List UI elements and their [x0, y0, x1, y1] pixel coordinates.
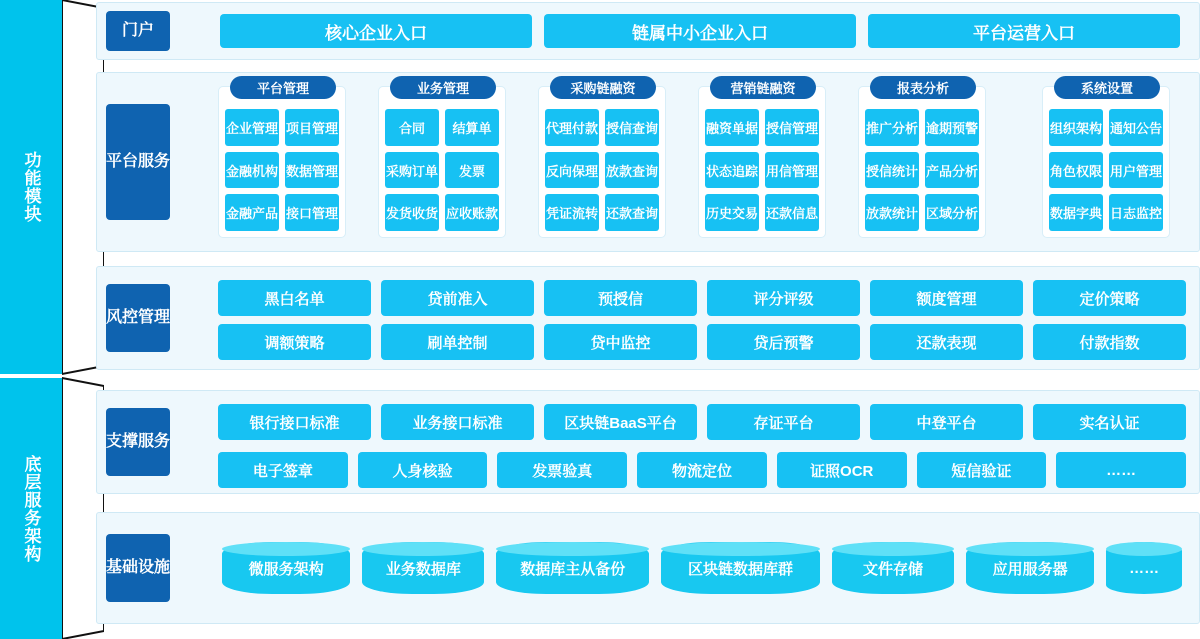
group-5-item-0[interactable]: 组织架构 — [1049, 109, 1103, 146]
infra-item-3[interactable]: 区块链数据库群 — [661, 542, 820, 594]
support-item-2[interactable]: 区块链BaaS平台 — [544, 404, 697, 440]
rail-section-infrastructure — [0, 378, 62, 639]
group-5-item-5[interactable]: 日志监控 — [1109, 194, 1163, 231]
group-5-item-1[interactable]: 通知公告 — [1109, 109, 1163, 146]
risk-item-7[interactable]: 刷单控制 — [381, 324, 534, 360]
infra-item-4[interactable]: 文件存储 — [832, 542, 954, 594]
risk-item-6[interactable]: 调额策略 — [218, 324, 371, 360]
group-card-2 — [538, 81, 666, 238]
group-3-item-4[interactable]: 历史交易 — [705, 194, 759, 231]
group-2-item-2[interactable]: 反向保理 — [545, 152, 599, 189]
portal-item-1[interactable]: 链属中小企业入口 — [544, 14, 856, 48]
portal-item-2[interactable]: 平台运营入口 — [868, 14, 1180, 48]
risk-item-1[interactable]: 贷前准入 — [381, 280, 534, 316]
support-item-1[interactable]: 业务接口标准 — [381, 404, 534, 440]
group-card-0 — [218, 81, 346, 238]
group-1-item-2[interactable]: 采购订单 — [385, 152, 439, 189]
group-4-item-4[interactable]: 放款统计 — [865, 194, 919, 231]
risk-item-3[interactable]: 评分评级 — [707, 280, 860, 316]
group-card-4 — [858, 81, 986, 238]
group-title-5: 系统设置 — [1054, 76, 1160, 99]
group-4-item-2[interactable]: 授信统计 — [865, 152, 919, 189]
support-item-0[interactable]: 银行接口标准 — [218, 404, 371, 440]
support-item-12[interactable]: …… — [1056, 452, 1186, 488]
row-label-platform-service-text: 平台服务 — [106, 153, 171, 170]
infra-item-2[interactable]: 数据库主从备份 — [496, 542, 649, 594]
support-item-6[interactable]: 电子签章 — [218, 452, 348, 488]
group-5-item-3[interactable]: 用户管理 — [1109, 152, 1163, 189]
group-0-item-3[interactable]: 数据管理 — [285, 152, 339, 189]
group-0-item-0[interactable]: 企业管理 — [225, 109, 279, 146]
group-3-item-5[interactable]: 还款信息 — [765, 194, 819, 231]
rail-section-function-modules — [0, 0, 62, 374]
support-item-8[interactable]: 发票验真 — [497, 452, 627, 488]
group-1-item-3[interactable]: 发票 — [445, 152, 499, 189]
group-1-item-4[interactable]: 发货收货 — [385, 194, 439, 231]
group-card-5 — [1042, 81, 1170, 238]
row-label-portal-text: 门户 — [121, 22, 154, 39]
risk-item-11[interactable]: 付款指数 — [1033, 324, 1186, 360]
infra-item-0[interactable]: 微服务架构 — [222, 542, 350, 594]
group-2-item-1[interactable]: 授信查询 — [605, 109, 659, 146]
group-3-item-2[interactable]: 状态追踪 — [705, 152, 759, 189]
group-title-4: 报表分析 — [870, 76, 976, 99]
group-5-item-2[interactable]: 角色权限 — [1049, 152, 1103, 189]
group-0-item-1[interactable]: 项目管理 — [285, 109, 339, 146]
risk-item-0[interactable]: 黑白名单 — [218, 280, 371, 316]
row-label-support-service-text: 支撑服务 — [106, 433, 171, 450]
row-label-platform-service — [106, 104, 170, 220]
infra-item-5[interactable]: 应用服务器 — [966, 542, 1094, 594]
group-5-item-4[interactable]: 数据字典 — [1049, 194, 1103, 231]
risk-control-grid — [218, 280, 1186, 360]
support-item-7[interactable]: 人身核验 — [358, 452, 488, 488]
group-0-item-2[interactable]: 金融机构 — [225, 152, 279, 189]
infra-item-6[interactable]: …… — [1106, 542, 1182, 594]
group-title-3: 营销链融资 — [710, 76, 816, 99]
group-4-item-3[interactable]: 产品分析 — [925, 152, 979, 189]
infra-item-1[interactable]: 业务数据库 — [362, 542, 484, 594]
row-label-infrastructure — [106, 534, 170, 602]
support-service-grid — [218, 404, 1186, 440]
group-3-item-1[interactable]: 授信管理 — [765, 109, 819, 146]
support-item-5[interactable]: 实名认证 — [1033, 404, 1186, 440]
group-title-2: 采购链融资 — [550, 76, 656, 99]
risk-item-5[interactable]: 定价策略 — [1033, 280, 1186, 316]
support-item-3[interactable]: 存证平台 — [707, 404, 860, 440]
group-title-0: 平台管理 — [230, 76, 336, 99]
group-4-item-1[interactable]: 逾期预警 — [925, 109, 979, 146]
risk-item-9[interactable]: 贷后预警 — [707, 324, 860, 360]
rail-label-1: 功能模块 — [21, 151, 41, 223]
row-label-risk-control — [106, 284, 170, 352]
group-2-item-5[interactable]: 还款查询 — [605, 194, 659, 231]
group-3-item-3[interactable]: 用信管理 — [765, 152, 819, 189]
risk-item-10[interactable]: 还款表现 — [870, 324, 1023, 360]
support-service-grid-row2 — [218, 452, 1186, 488]
group-3-item-0[interactable]: 融资单据 — [705, 109, 759, 146]
group-4-item-0[interactable]: 推广分析 — [865, 109, 919, 146]
row-label-risk-control-text: 风控管理 — [106, 309, 171, 326]
diagram-content — [96, 0, 1200, 639]
risk-item-2[interactable]: 预授信 — [544, 280, 697, 316]
risk-item-8[interactable]: 贷中监控 — [544, 324, 697, 360]
support-item-4[interactable]: 中登平台 — [870, 404, 1023, 440]
row-label-support-service — [106, 408, 170, 476]
group-2-item-3[interactable]: 放款查询 — [605, 152, 659, 189]
group-card-1 — [378, 81, 506, 238]
group-1-item-5[interactable]: 应收账款 — [445, 194, 499, 231]
portal-item-0[interactable]: 核心企业入口 — [220, 14, 532, 48]
group-2-item-0[interactable]: 代理付款 — [545, 109, 599, 146]
group-0-item-5[interactable]: 接口管理 — [285, 194, 339, 231]
group-2-item-4[interactable]: 凭证流转 — [545, 194, 599, 231]
group-1-item-0[interactable]: 合同 — [385, 109, 439, 146]
infrastructure-row — [222, 542, 1182, 594]
support-item-9[interactable]: 物流定位 — [637, 452, 767, 488]
group-title-1: 业务管理 — [390, 76, 496, 99]
support-item-10[interactable]: 证照OCR — [777, 452, 907, 488]
group-card-3 — [698, 81, 826, 238]
row-label-portal — [106, 11, 170, 51]
rail-label-2: 底层服务架构 — [21, 454, 41, 563]
support-item-11[interactable]: 短信验证 — [917, 452, 1047, 488]
risk-item-4[interactable]: 额度管理 — [870, 280, 1023, 316]
row-label-infrastructure-text: 基础设施 — [106, 559, 171, 576]
group-0-item-4[interactable]: 金融产品 — [225, 194, 279, 231]
left-rail — [0, 0, 62, 639]
group-1-item-1[interactable]: 结算单 — [445, 109, 499, 146]
group-4-item-5[interactable]: 区域分析 — [925, 194, 979, 231]
